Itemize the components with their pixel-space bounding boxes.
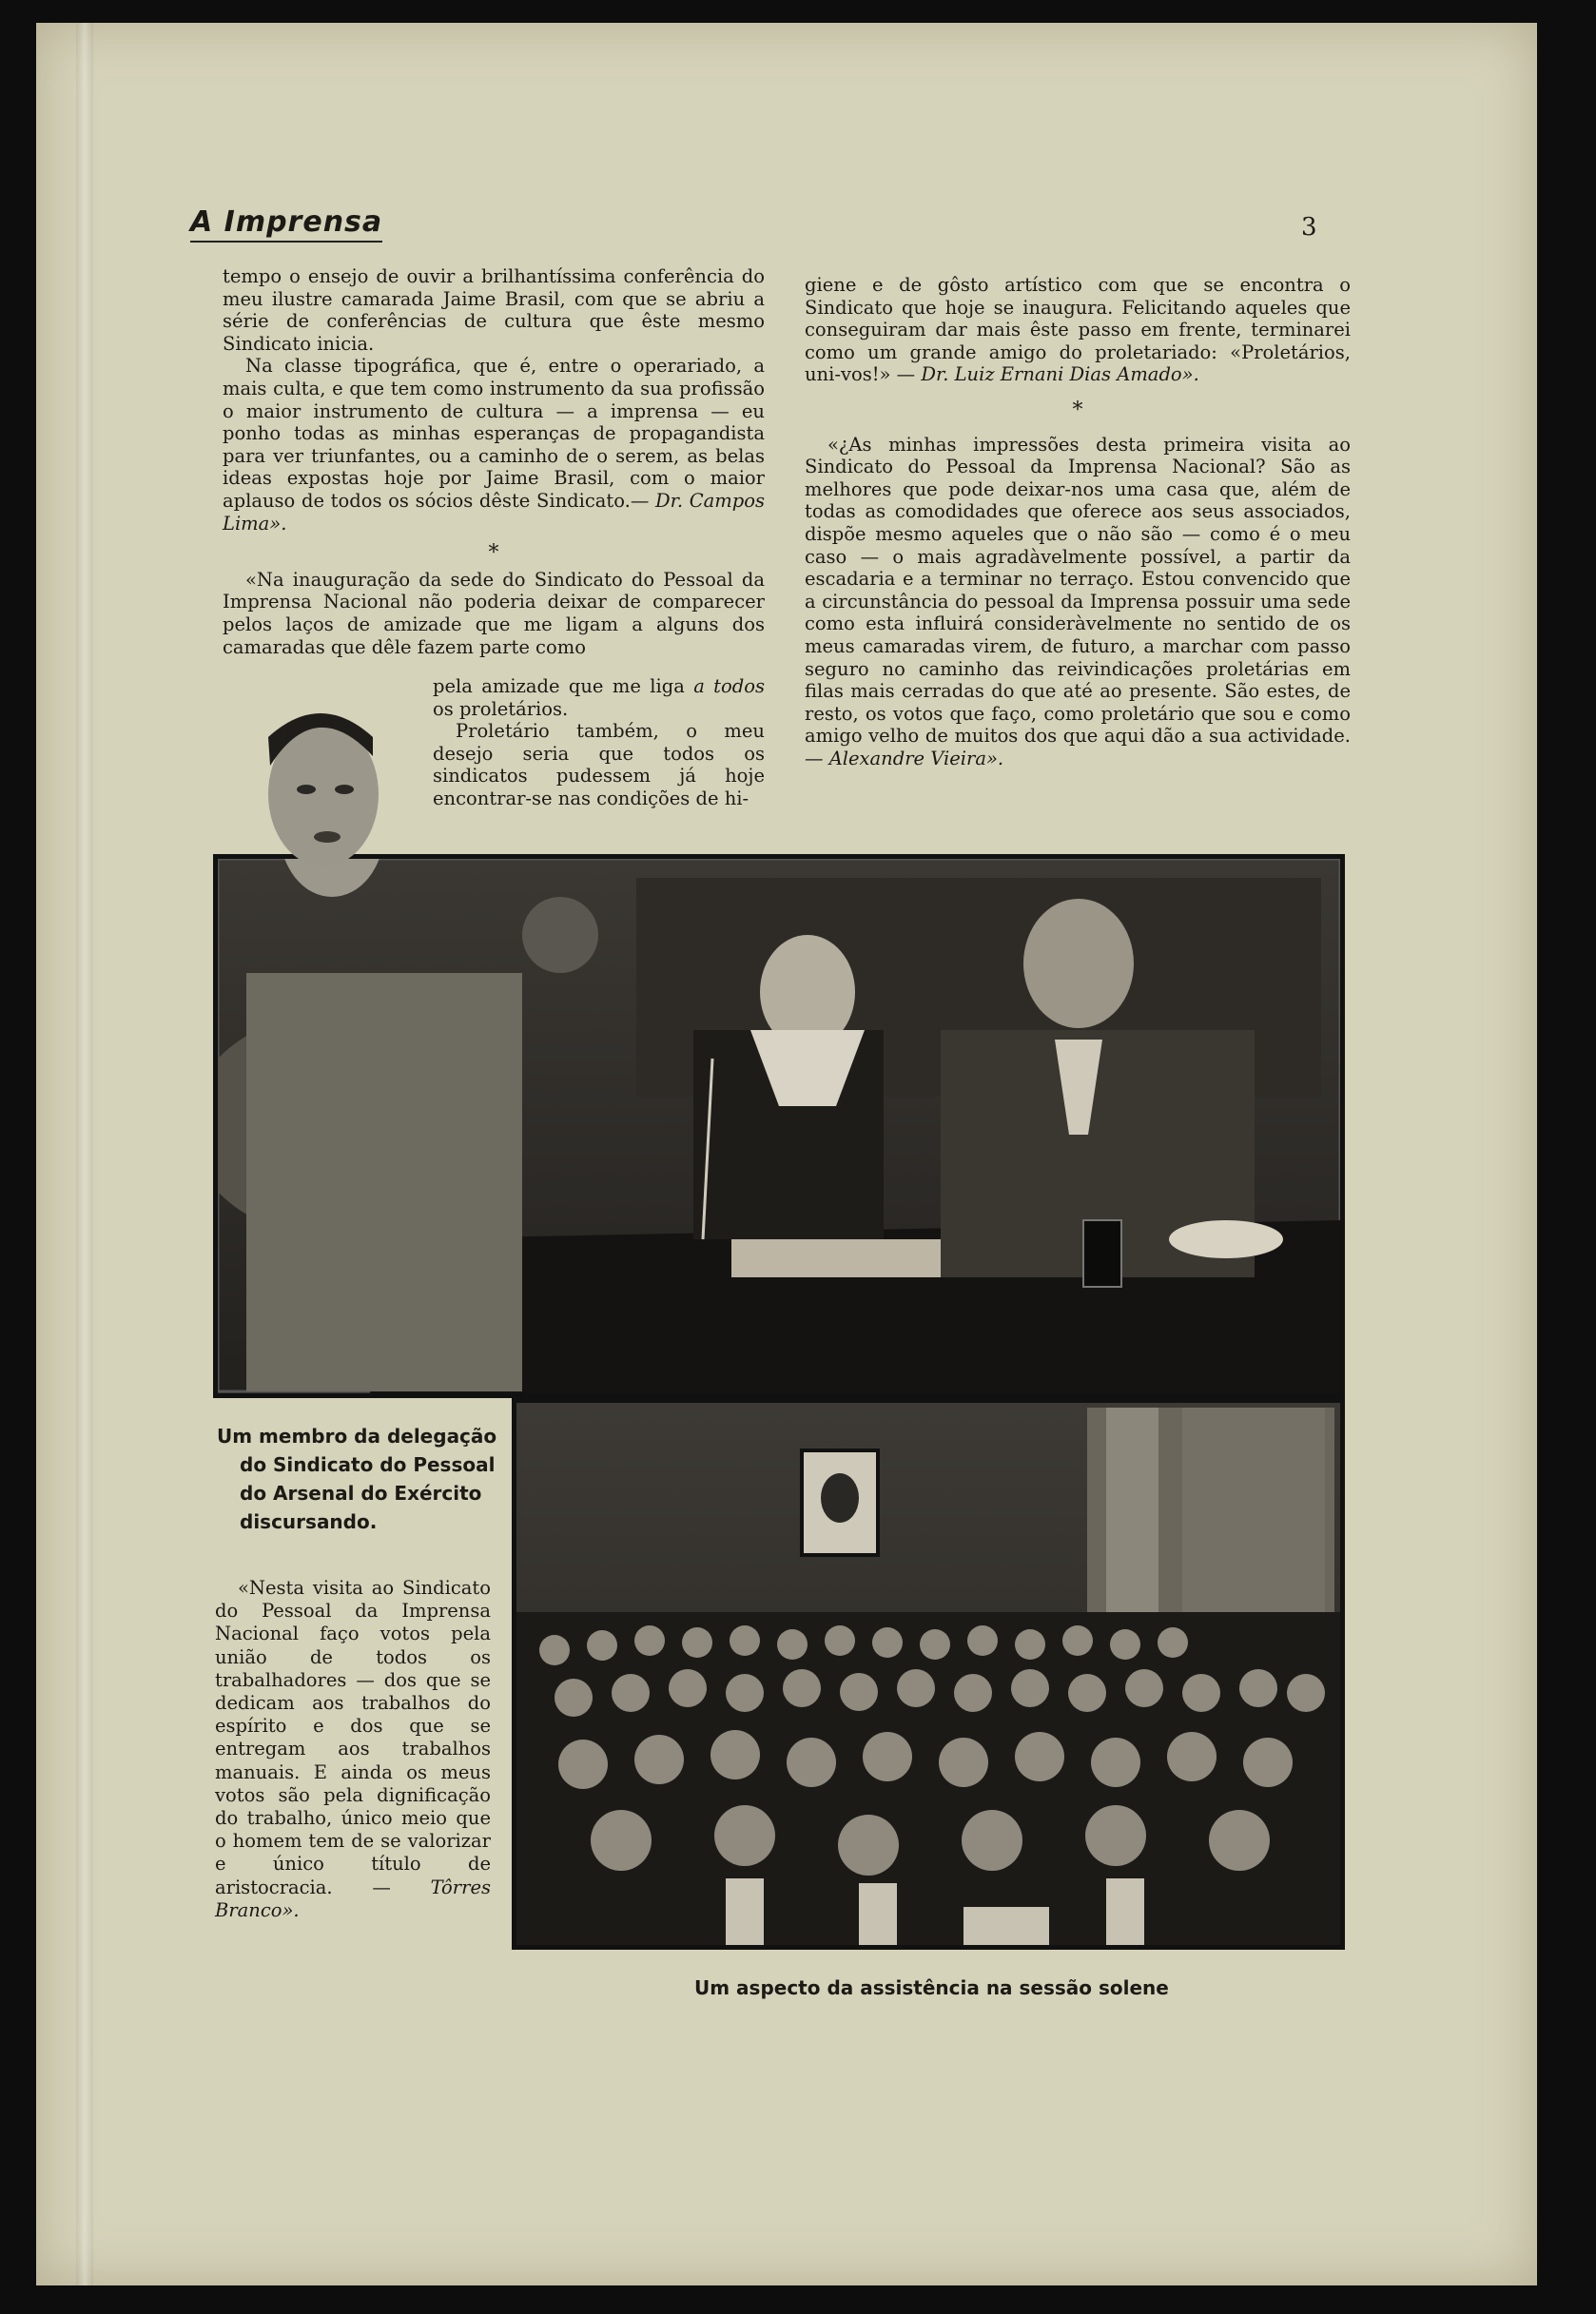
right-paragraph-1: giene e de gôsto artístico com que se encontra o Sindicato que hoje se inaugura. Felicitando aqueles que conseguiram dar mais êste passo em frente, terminarei como um grande amigo do proletariado: «Proletários, uni-vos!» — Dr. Luiz Ernani Dias Amado». — [805, 274, 1351, 386]
caption-speaker-photo: Um membro da delegação do Sindicato do Pessoal do Arsenal do Exército discursando. — [217, 1425, 497, 1533]
left-wrap-line: pela amizade que me liga a todos os proletários. — [433, 675, 765, 720]
left-paragraph-2: Na classe tipográfica, que é, entre o operariado, a mais culta, e que tem como instrumento da sua profissão o maior instrumento de cultura — a imprensa — eu ponho todas as minhas esperanças de propagandista para ver triunfantes, ou a caminho de o serem, as belas ideas expostas hoje por Jaime Brasil, com o maior aplauso de todos os sócios dêste Sindicato.— Dr. Campos Lima». — [223, 355, 765, 535]
signature-alexandre-vieira: Alexandre Vieira». — [828, 747, 1004, 769]
signature-torres-branco: Tôrres Branco». — [215, 1876, 491, 1921]
section-star: * — [488, 541, 499, 566]
page-number: 3 — [1301, 213, 1317, 242]
left-paragraph-4: Proletário também, o meu desejo seria que todos os sindicatos pudessem já hoje encontrar-se nas condições de hi- — [433, 720, 765, 809]
left-column — [223, 265, 765, 658]
photo-audience-image — [516, 1403, 1340, 1945]
page-fold — [76, 23, 93, 2285]
bottom-left-paragraph: «Nesta visita ao Sindicato do Pessoal da Imprensa Nacional faço votos pela união de todos os trabalhadores — dos que se dedicam aos trabalhos do espírito e dos que se entregam aos trabalhos manuais. E ainda os meus votos são pela dignificação do trabalho, único meio que o homem tem de se valorizar e único título de aristocracia. — Tôrres Branco». — [215, 1577, 491, 1921]
speaker-portrait-head — [249, 699, 392, 870]
photo-speaker-image — [218, 859, 1340, 1393]
caption-audience-photo: Um aspecto da assistência na sessão solene — [694, 1976, 1169, 1999]
photo-speaker-at-table — [213, 854, 1345, 1398]
signature-campos-lima: Dr. Campos Lima». — [223, 489, 765, 535]
left-wrap-column — [433, 675, 765, 810]
signature-dias-amado: Dr. Luiz Ernani Dias Amado». — [921, 363, 1199, 386]
bottom-left-column — [215, 1577, 491, 1922]
masthead: A Imprensa — [190, 205, 382, 243]
section-star: * — [1072, 398, 1083, 422]
photo-audience — [512, 1398, 1345, 1950]
right-column — [805, 274, 1351, 769]
left-paragraph-1: tempo o ensejo de ouvir a brilhantíssima conferência do meu ilustre camarada Jaime Brasil, com que se abriu a série de conferências de cultura que êste mesmo Sindicato inicia. — [223, 265, 765, 355]
left-paragraph-3: «Na inauguração da sede do Sindicato do Pessoal da Imprensa Nacional não poderia deixar de comparecer pelos laços de amizade que me ligam a alguns dos camaradas que dêle fazem parte como — [223, 568, 765, 658]
right-paragraph-2: «¿As minhas impressões desta primeira visita ao Sindicato do Pessoal da Imprensa Nacional? São as melhores que pode deixar-nos uma casa que, além de todas as comodidades que oferece aos seus associados, dispõe mesmo aqueles que o não são — como é o meu caso — o mais agradàvelmente possível, a partir da escadaria e a terminar no terraço. Estou convencido que a circunstância do pessoal da Imprensa possuir uma sede como esta influirá consideràvelmente no sentido de os meus camaradas virem, de futuro, a marchar com passo seguro no caminho das reivindicações proletárias em filas mais cerradas do que até ao presente. São estes, de resto, os votos que faço, como proletário que sou e como amigo velho de muitos dos que aqui dão a sua actividade.— Alexandre Vieira». — [805, 433, 1351, 769]
